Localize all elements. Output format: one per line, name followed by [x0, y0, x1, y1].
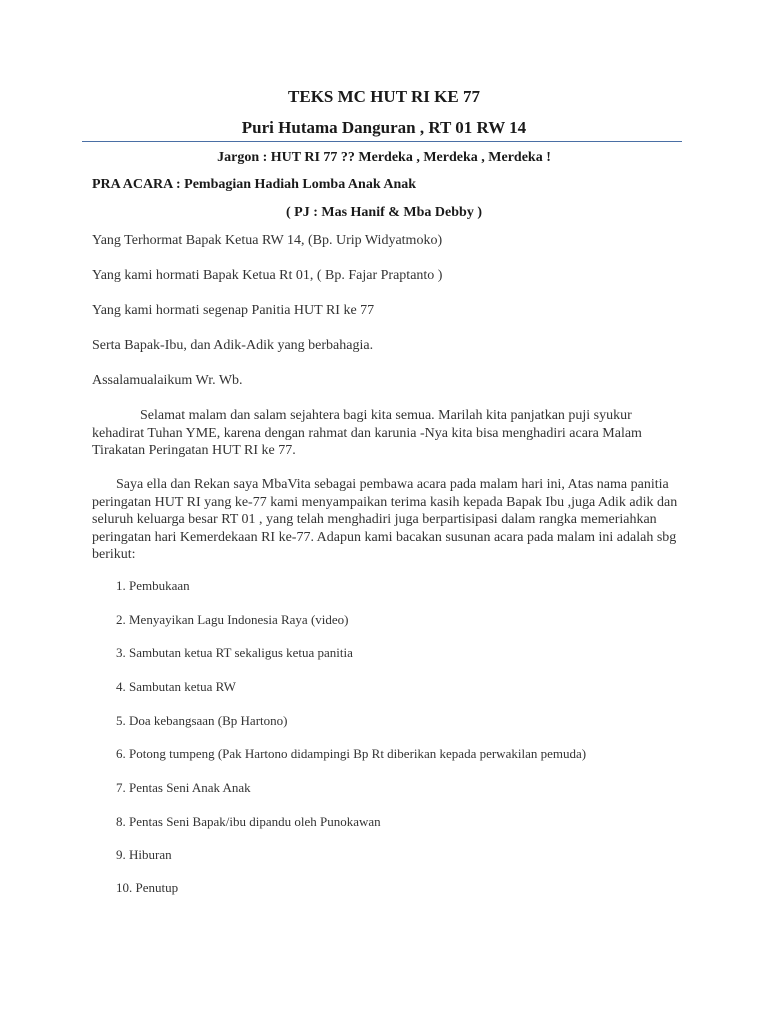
document-subtitle: Puri Hutama Danguran , RT 01 RW 14: [241, 118, 527, 137]
agenda-item: 10. Penutup: [116, 880, 179, 895]
agenda-item: 2. Menyayikan Lagu Indonesia Raya (video): [116, 612, 349, 627]
agenda-item: 7. Pentas Seni Anak Anak: [116, 780, 251, 795]
agenda-item: 9. Hiburan: [116, 847, 172, 862]
agenda-item: 5. Doa kebangsaan (Bp Hartono): [116, 713, 288, 728]
greeting-line: Yang kami hormati Bapak Ketua Rt 01, ( Bp. Fajar Praptanto ): [92, 268, 443, 283]
agenda-item: 8. Pentas Seni Bapak/ibu dipandu oleh Punokawan: [116, 814, 381, 829]
pj-line: ( PJ : Mas Hanif & Mba Debby ): [286, 205, 482, 220]
introduction-paragraph: Saya ella dan Rekan saya MbaVita sebagai pembawa acara pada malam hari ini, Atas nama panitia peringatan HUT RI yang ke-77 kami menyampaikan terima kasih kepada Bapak Ibu ,juga Adik adik dan seluruh keluarga besar RT 01 , yang telah menghadiri juga berpartisipasi dalam rangka memeriahkan peringatan hari Kemerdekaan RI ke-77. Adapun kami bacakan susunan acara pada malam ini adalah sbg berikut:: [92, 477, 678, 562]
document-title: TEKS MC HUT RI KE 77: [288, 87, 480, 106]
title-divider: [82, 141, 682, 142]
agenda-item: 6. Potong tumpeng (Pak Hartono didampingi Bp Rt diberikan kepada perwakilan pemuda): [116, 746, 587, 761]
greeting-line: Yang Terhormat Bapak Ketua RW 14, (Bp. Urip Widyatmoko): [92, 233, 443, 248]
greeting-line: Assalamualaikum Wr. Wb.: [92, 373, 243, 388]
greeting-line: Serta Bapak-Ibu, dan Adik-Adik yang berbahagia.: [92, 338, 374, 353]
agenda-item: 4. Sambutan ketua RW: [116, 679, 236, 694]
jargon-line: Jargon : HUT RI 77 ?? Merdeka , Merdeka , Merdeka !: [217, 150, 551, 165]
agenda-item: 1. Pembukaan: [116, 578, 190, 593]
pra-acara-heading: PRA ACARA : Pembagian Hadiah Lomba Anak Anak: [92, 177, 417, 192]
agenda-item: 3. Sambutan ketua RT sekaligus ketua panitia: [116, 645, 353, 660]
greeting-line: Yang kami hormati segenap Panitia HUT RI ke 77: [92, 303, 375, 318]
opening-paragraph: Selamat malam dan salam sejahtera bagi kita semua. Marilah kita panjatkan puji syukur kehadirat Tuhan YME, karena dengan rahmat dan karunia -Nya kita bisa menghadiri acara Malam Tirakatan Peringatan HUT RI ke 77.: [92, 408, 642, 458]
